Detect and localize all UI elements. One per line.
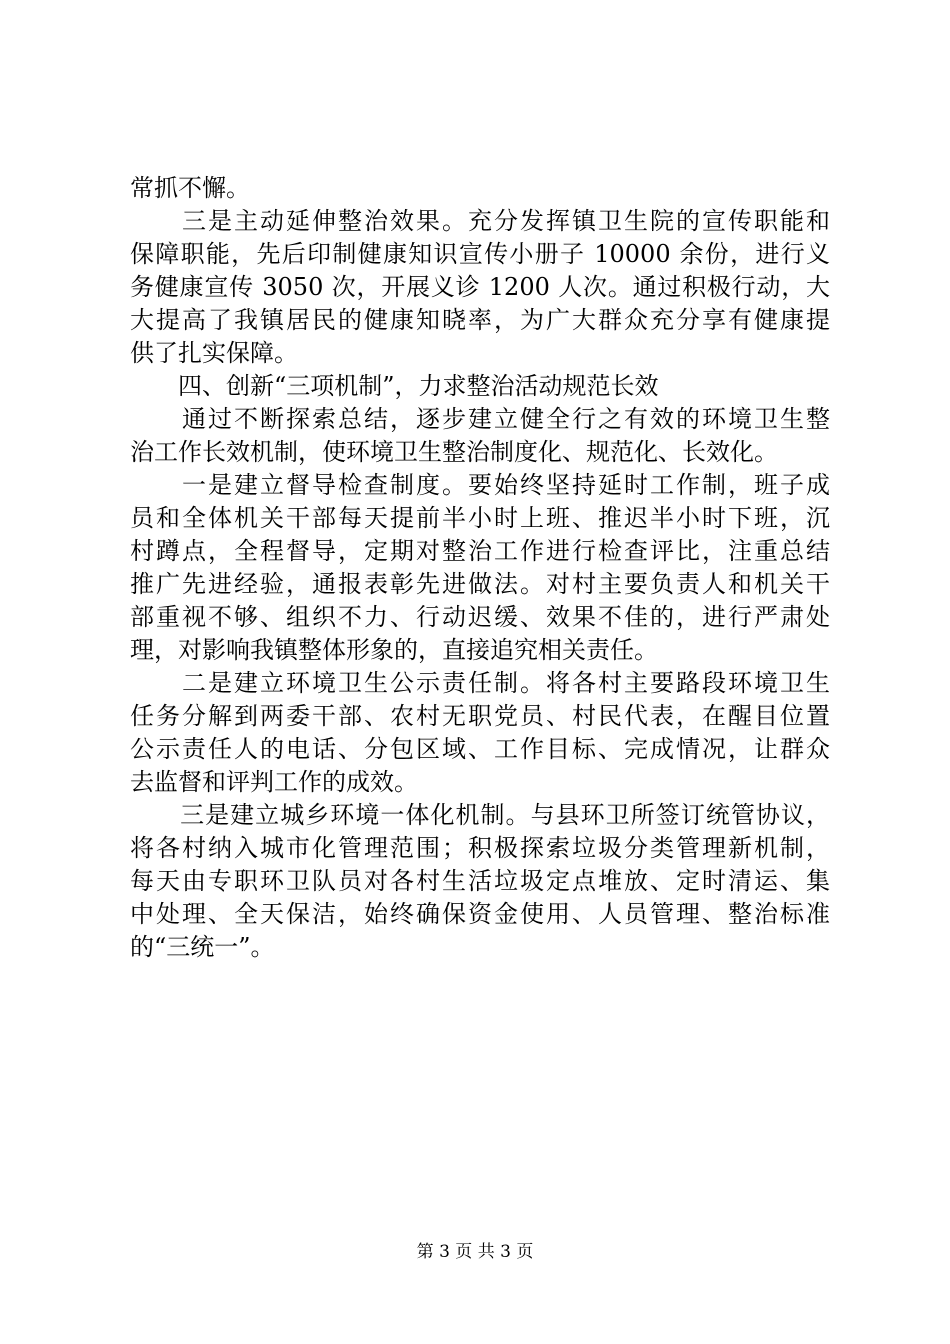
text-line: 部重视不够、组织不力、行动迟缓、效果不佳的，进行严肃处 (130, 603, 830, 631)
text-line: 三是主动延伸整治效果。充分发挥镇卫生院的宣传职能和 (130, 207, 830, 235)
text-line: 去监督和评判工作的成效。 (130, 768, 418, 796)
text-line: 每天由专职环卫队员对各村生活垃圾定点堆放、定时清运、集 (130, 867, 830, 895)
text-line: 理，对影响我镇整体形象的，直接追究相关责任。 (130, 636, 658, 664)
text-line: 大提高了我镇居民的健康知晓率，为广大群众充分享有健康提 (130, 306, 830, 334)
text-line: 公示责任人的电话、分包区域、工作目标、完成情况，让群众 (130, 735, 830, 763)
text-line: 保障职能，先后印制健康知识宣传小册子 10000 余份，进行义 (130, 240, 830, 268)
page-footer: 第 3 页 共 3 页 (416, 1242, 534, 1262)
text-line: 一是建立督导检查制度。要始终坚持延时工作制，班子成 (130, 471, 830, 499)
text-line: 的“三统一”。 (130, 933, 275, 961)
document-body (130, 172, 830, 964)
text-line: 常抓不懈。 (130, 174, 250, 202)
text-line: 任务分解到两委干部、农村无职党员、村民代表，在醒目位置 (130, 702, 830, 730)
text-line: 三是建立城乡环境一体化机制。与县环卫所签订统管协议， (130, 801, 830, 829)
text-line: 中处理、全天保洁，始终确保资金使用、人员管理、整治标准 (130, 900, 830, 928)
text-line: 将各村纳入城市化管理范围；积极探索垃圾分类管理新机制， (130, 834, 830, 862)
text-line: 通过不断探索总结，逐步建立健全行之有效的环境卫生整 (130, 405, 830, 433)
text-line: 供了扎实保障。 (130, 339, 298, 367)
text-line: 推广先进经验，通报表彰先进做法。对村主要负责人和机关干 (130, 570, 830, 598)
text-line: 务健康宣传 3050 次，开展义诊 1200 人次。通过积极行动，大 (130, 273, 830, 301)
text-line: 二是建立环境卫生公示责任制。将各村主要路段环境卫生 (130, 669, 830, 697)
text-line: 治工作长效机制，使环境卫生整治制度化、规范化、长效化。 (130, 438, 778, 466)
text-line: 村蹲点，全程督导，定期对整治工作进行检查评比，注重总结 (130, 537, 830, 565)
text-line: 员和全体机关干部每天提前半小时上班、推迟半小时下班，沉 (130, 504, 830, 532)
text-line: 四、创新“三项机制”，力求整治活动规范长效 (130, 372, 659, 400)
